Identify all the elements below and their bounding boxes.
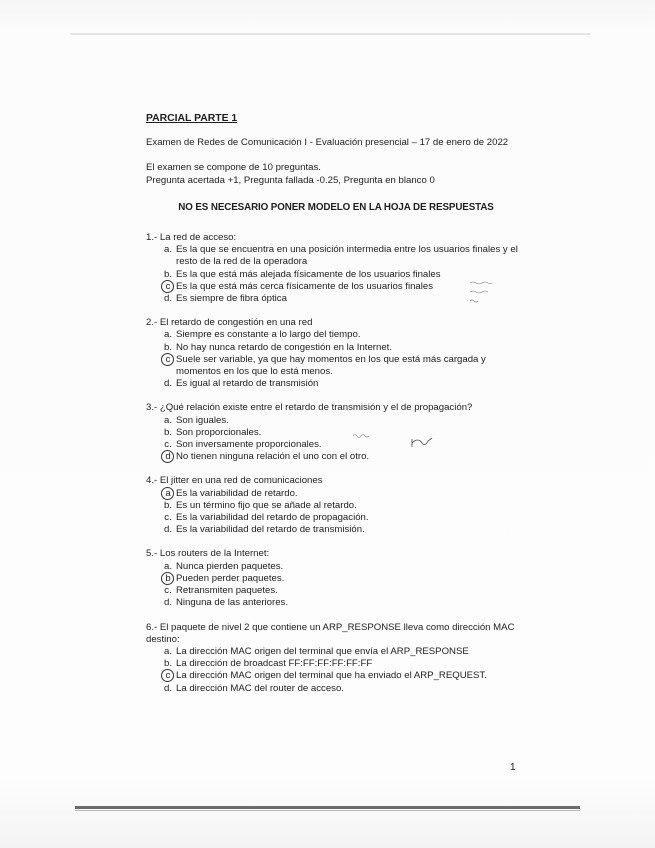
question-text: 1.- La red de acceso: (146, 232, 237, 244)
circled-answer-letter: b (160, 573, 176, 585)
handwritten-note-q3b (410, 436, 434, 450)
answer-text: La dirección MAC origen del terminal que ha enviado el ARP_REQUEST. (176, 670, 487, 682)
answer-option (160, 573, 526, 585)
question-3 (146, 402, 526, 463)
answer-option (160, 439, 526, 451)
answer-option (160, 244, 526, 268)
answer-option (160, 329, 526, 341)
answer-options (146, 329, 526, 390)
answer-letter: b. (163, 426, 172, 438)
instructions-banner: NO ES NECESARIO PONER MODELO EN LA HOJA DE RESPUESTAS (178, 201, 494, 213)
answer-text: Es la variabilidad del retardo de transmisión. (176, 524, 365, 536)
scan-edge-bottom-shadow (75, 810, 580, 811)
answer-text: Son inversamente proporcionales. (176, 439, 322, 451)
answer-options (146, 488, 526, 537)
answer-letter: d. (163, 524, 172, 536)
answer-option (160, 683, 526, 695)
answer-option (160, 488, 526, 500)
answer-text: La dirección MAC origen del terminal que envía el ARP_RESPONSE (176, 645, 469, 657)
answer-letter: d. (163, 293, 172, 305)
scan-edge-top (70, 33, 590, 35)
answer-letter: c. (164, 585, 172, 597)
answer-text: Son iguales. (176, 414, 229, 426)
answer-options (146, 415, 526, 464)
answer-option (160, 354, 526, 378)
answer-text: Es igual al retardo de transmisión (176, 378, 319, 390)
answer-option (160, 378, 526, 390)
answer-option (160, 670, 526, 682)
answer-option (160, 415, 526, 427)
circled-answer-letter: c (160, 354, 176, 378)
answer-letter: d. (163, 378, 172, 390)
answer-text: Es la que está más alejada físicamente de los usuarios finales (176, 268, 441, 280)
page-number: 1 (510, 762, 516, 773)
exam-content (146, 113, 526, 707)
answer-text: Es la que se encuentra en una posición intermedia entre los usuarios finales y el resto de la red de la operadora (176, 244, 518, 268)
answer-letter: a. (163, 414, 172, 426)
answer-letter: b. (163, 499, 172, 511)
answer-text: Suele ser variable, ya que hay momentos en los que está más cargada y momentos en los que lo está menos. (176, 353, 486, 378)
answer-text: Son proporcionales. (176, 426, 262, 438)
circled-answer-letter: a (160, 488, 176, 500)
circled-answer-letter: d (160, 451, 176, 463)
answer-option (160, 585, 526, 597)
scan-edge-bottom (75, 806, 580, 809)
handwritten-note-q3a (352, 431, 372, 439)
question-2 (146, 317, 526, 390)
answer-letter: a. (163, 645, 172, 657)
answer-option (160, 658, 526, 670)
circled-answer-letter: c (160, 670, 176, 682)
answer-option (160, 500, 526, 512)
answer-letter: a. (163, 244, 172, 256)
answer-letter: c. (164, 512, 172, 524)
answer-option (160, 524, 526, 536)
answer-text: Es siempre de fibra óptica (176, 293, 287, 305)
handwritten-note-q1 (468, 279, 498, 307)
answer-text: Pueden perder paquetes. (176, 572, 285, 584)
question-text: 4.- El jitter en una red de comunicaciones (146, 475, 323, 487)
answer-text: Es la variabilidad de retardo. (176, 487, 298, 499)
answer-options (146, 646, 526, 695)
answer-option (160, 451, 526, 463)
answer-text: Retransmiten paquetes. (176, 585, 278, 597)
answer-text: La dirección MAC del router de acceso. (176, 682, 344, 694)
answer-letter: b. (163, 658, 172, 670)
question-text: 2.- El retardo de congestión en una red (146, 317, 313, 329)
intro-line-2: Pregunta acertada +1, Pregunta fallada -0.25, Pregunta en blanco 0 (146, 174, 435, 186)
exam-subtitle: Examen de Redes de Comunicación I - Evaluación presencial – 17 de enero de 2022 (146, 137, 509, 149)
answer-text: No hay nunca retardo de congestión en la Internet. (176, 341, 393, 353)
answer-text: Siempre es constante a lo largo del tiempo. (176, 329, 361, 341)
answer-options (146, 561, 526, 610)
exam-title: PARCIAL PARTE 1 (146, 113, 238, 124)
answer-option (160, 597, 526, 609)
answer-letter: c. (164, 439, 172, 451)
intro-line-1: El examen se compone de 10 preguntas. (146, 162, 321, 174)
answer-text: La dirección de broadcast FF:FF:FF:FF:FF:FF (176, 658, 373, 670)
answer-letter: a. (163, 560, 172, 572)
answer-text: Ninguna de las anteriores. (176, 597, 288, 609)
answer-letter: d. (163, 597, 172, 609)
question-5 (146, 548, 526, 609)
answer-option (160, 427, 526, 439)
question-text: 3.- ¿Qué relación existe entre el retardo de transmisión y el de propagación? (146, 402, 473, 414)
question-text: 6.- El paquete de nivel 2 que contiene un ARP_RESPONSE lleva como dirección MAC destino: (146, 621, 515, 645)
answer-text: Es la que está más cerca físicamente de los usuarios finales (176, 280, 434, 292)
answer-letter: b. (163, 341, 172, 353)
question-4 (146, 475, 526, 536)
answer-option (160, 646, 526, 658)
answer-option (160, 342, 526, 354)
answer-text: Es la variabilidad del retardo de propagación. (176, 512, 369, 524)
answer-option (160, 561, 526, 573)
circled-answer-letter: c (160, 281, 176, 293)
question-6 (146, 622, 526, 695)
answer-option (160, 512, 526, 524)
answer-text: Es un término fijo que se añade al retardo. (176, 499, 357, 511)
answer-letter: b. (163, 268, 172, 280)
answer-letter: a. (163, 329, 172, 341)
question-text: 5.- Los routers de la Internet: (146, 548, 270, 560)
answer-letter: d. (163, 682, 172, 694)
answer-text: No tienen ninguna relación el uno con el otro. (176, 451, 370, 463)
answer-text: Nunca pierden paquetes. (176, 560, 284, 572)
